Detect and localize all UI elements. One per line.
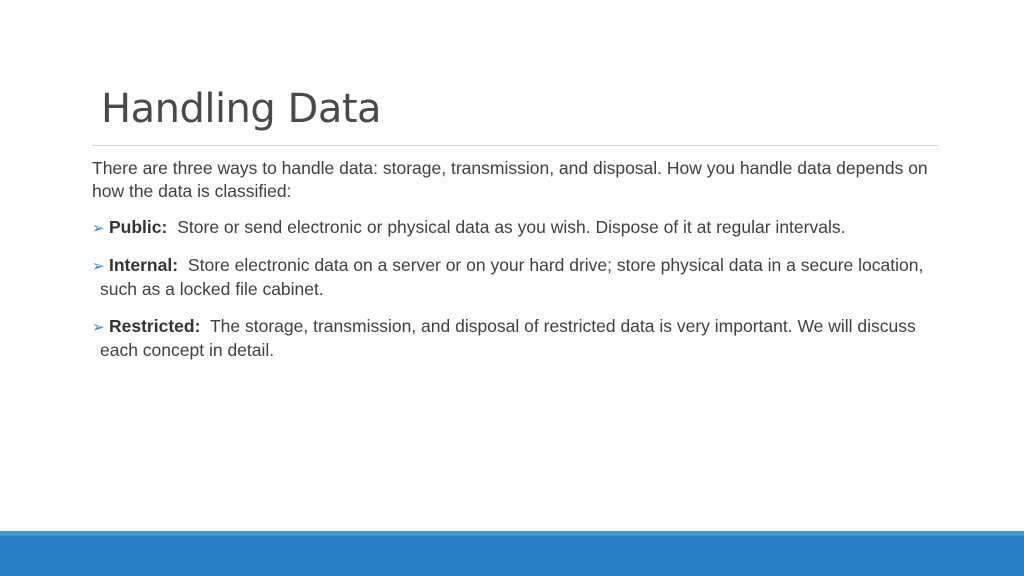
- footer-bar: [0, 531, 1024, 576]
- slide-title: Handling Data: [101, 86, 382, 132]
- bullet-text: The storage, transmission, and disposal of restricted data is very important. We will discuss each concept in detail.: [100, 316, 916, 360]
- arrow-bullet-icon: ➢: [92, 258, 105, 275]
- bullet-text: Store electronic data on a server or on your hard drive; store physical data in a secure location, such as a locked file cabinet.: [100, 255, 924, 299]
- bullet-text: Store or send electronic or physical data as you wish. Dispose of it at regular intervals.: [177, 217, 846, 237]
- slide-body: [92, 157, 942, 376]
- bullet-term: Restricted:: [109, 316, 201, 336]
- footer-accent-line: [0, 531, 1024, 536]
- title-divider: [92, 145, 938, 146]
- arrow-bullet-icon: ➢: [92, 220, 105, 237]
- bullet-term: Internal:: [109, 255, 179, 275]
- bullet-internal: [92, 254, 942, 301]
- bullet-public: [92, 216, 942, 240]
- bullet-restricted: [92, 315, 942, 362]
- intro-paragraph: There are three ways to handle data: storage, transmission, and disposal. How you handle data depends on how the data is classified:: [92, 158, 928, 201]
- arrow-bullet-icon: ➢: [92, 319, 105, 336]
- bullet-term: Public:: [109, 217, 168, 237]
